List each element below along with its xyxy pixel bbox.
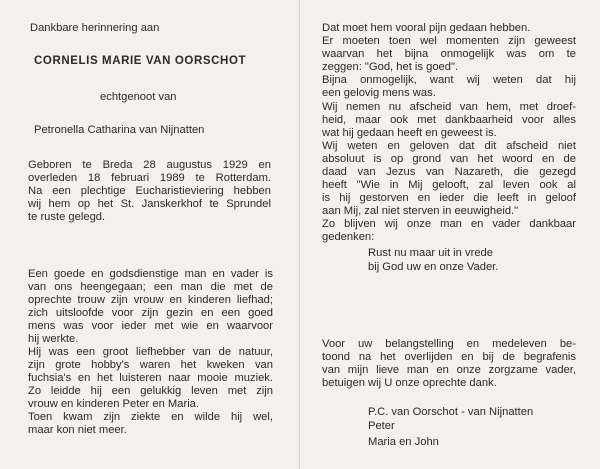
- text-line: Na een plechtige Eucharistieviering hebben: [28, 185, 271, 197]
- text-line: maar kon niet meer.: [28, 424, 127, 436]
- signature-line: P.C. van Oorschot - van Nijnatten: [368, 406, 534, 418]
- text-line: Wij weten en geloven dat dit afscheid niet: [322, 140, 576, 152]
- text-line: oprechte trouw zijn vrouw en kinderen liefhad;: [28, 294, 273, 306]
- text-line: zich uitsloofde voor zijn gezin en een goed: [28, 307, 273, 319]
- text-line: heeft "Wie in Mij gelooft, zal leven ook al: [322, 179, 576, 191]
- text-line: waarvan het bijna onmogelijk was om te: [322, 48, 576, 60]
- intro-text: Dankbare herinnering aan: [30, 22, 160, 34]
- text-line: Zo leidde hij een gelukkig leven met zijn: [28, 385, 273, 397]
- text-line: toond na het overlijden en bij de begrafenis: [322, 351, 576, 363]
- text-line: zijn grote hobby's waren het kweken van: [28, 359, 273, 371]
- text-line: wij hem op het St. Janskerkhof te Sprundel: [28, 198, 271, 210]
- spouse-name: Petronella Catharina van Nijnatten: [34, 124, 205, 136]
- text-line: Voor uw belangstelling en medeleven be-: [322, 338, 576, 350]
- text-line: Dat moet hem vooral pijn gedaan hebben.: [322, 22, 531, 34]
- text-line: van ons heengegaan; een man die met de: [28, 281, 273, 293]
- text-line: overleden 18 februari 1989 te Rotterdam.: [28, 172, 271, 184]
- text-line: Bijna onmogelijk, want wij weten dat hij: [322, 74, 576, 86]
- text-line: Rust nu maar uit in vrede: [368, 247, 493, 259]
- text-line: Hij was een groot liefhebber van de natuur,: [28, 346, 273, 358]
- signature-line: Maria en John: [368, 436, 439, 448]
- relation-text: echtgenoot van: [100, 91, 177, 103]
- text-line: daad van Jezus van Nazareth, die gezegd: [322, 166, 576, 178]
- text-line: hij werkte.: [28, 333, 79, 345]
- text-line: Wij nemen nu afscheid van hem, met droef-: [322, 101, 576, 113]
- text-line: is hij gestorven en ieder die leeft in geloof: [322, 192, 576, 204]
- text-line: zeggen: "God, het is goed".: [322, 61, 459, 73]
- deceased-name: CORNELIS MARIE VAN OORSCHOT: [34, 55, 247, 67]
- text-line: Geboren te Breda 28 augustus 1929 en: [28, 159, 271, 171]
- text-line: absoluut is op grond van het woord en de: [322, 153, 576, 165]
- text-line: aan Mij, zal niet sterven in eeuwigheid.": [322, 205, 519, 217]
- text-line: Zo blijven wij onze man en vader dankbaar: [322, 218, 576, 230]
- fold-divider: [299, 0, 300, 469]
- text-line: een gelovig mens was.: [322, 87, 436, 99]
- text-line: bij God uw en onze Vader.: [368, 261, 499, 273]
- text-line: te ruste gelegd.: [28, 211, 106, 223]
- text-line: mens was voor ieder met wie en waarvoor: [28, 320, 273, 332]
- text-line: Toen kwam zijn ziekte en wilde hij wel,: [28, 411, 273, 423]
- text-line: betuigen wij U onze oprechte dank.: [322, 377, 497, 389]
- text-line: vrouw en kinderen Peter en Maria.: [28, 398, 200, 410]
- text-line: fuchsia's en het luisteren naar mooie muziek.: [28, 372, 273, 384]
- text-line: heid, maar ook met dankbaarheid voor alles: [322, 114, 576, 126]
- text-line: van mijn lieve man en onze zorgzame vader,: [322, 364, 576, 376]
- text-line: wat hij gedaan heeft en geweest is.: [322, 127, 497, 139]
- text-line: Er moeten toen wel momenten zijn geweest: [322, 35, 576, 47]
- signature-line: Peter: [368, 420, 395, 432]
- text-line: gedenken:: [322, 231, 375, 243]
- text-line: Een goede en godsdienstige man en vader is: [28, 268, 273, 280]
